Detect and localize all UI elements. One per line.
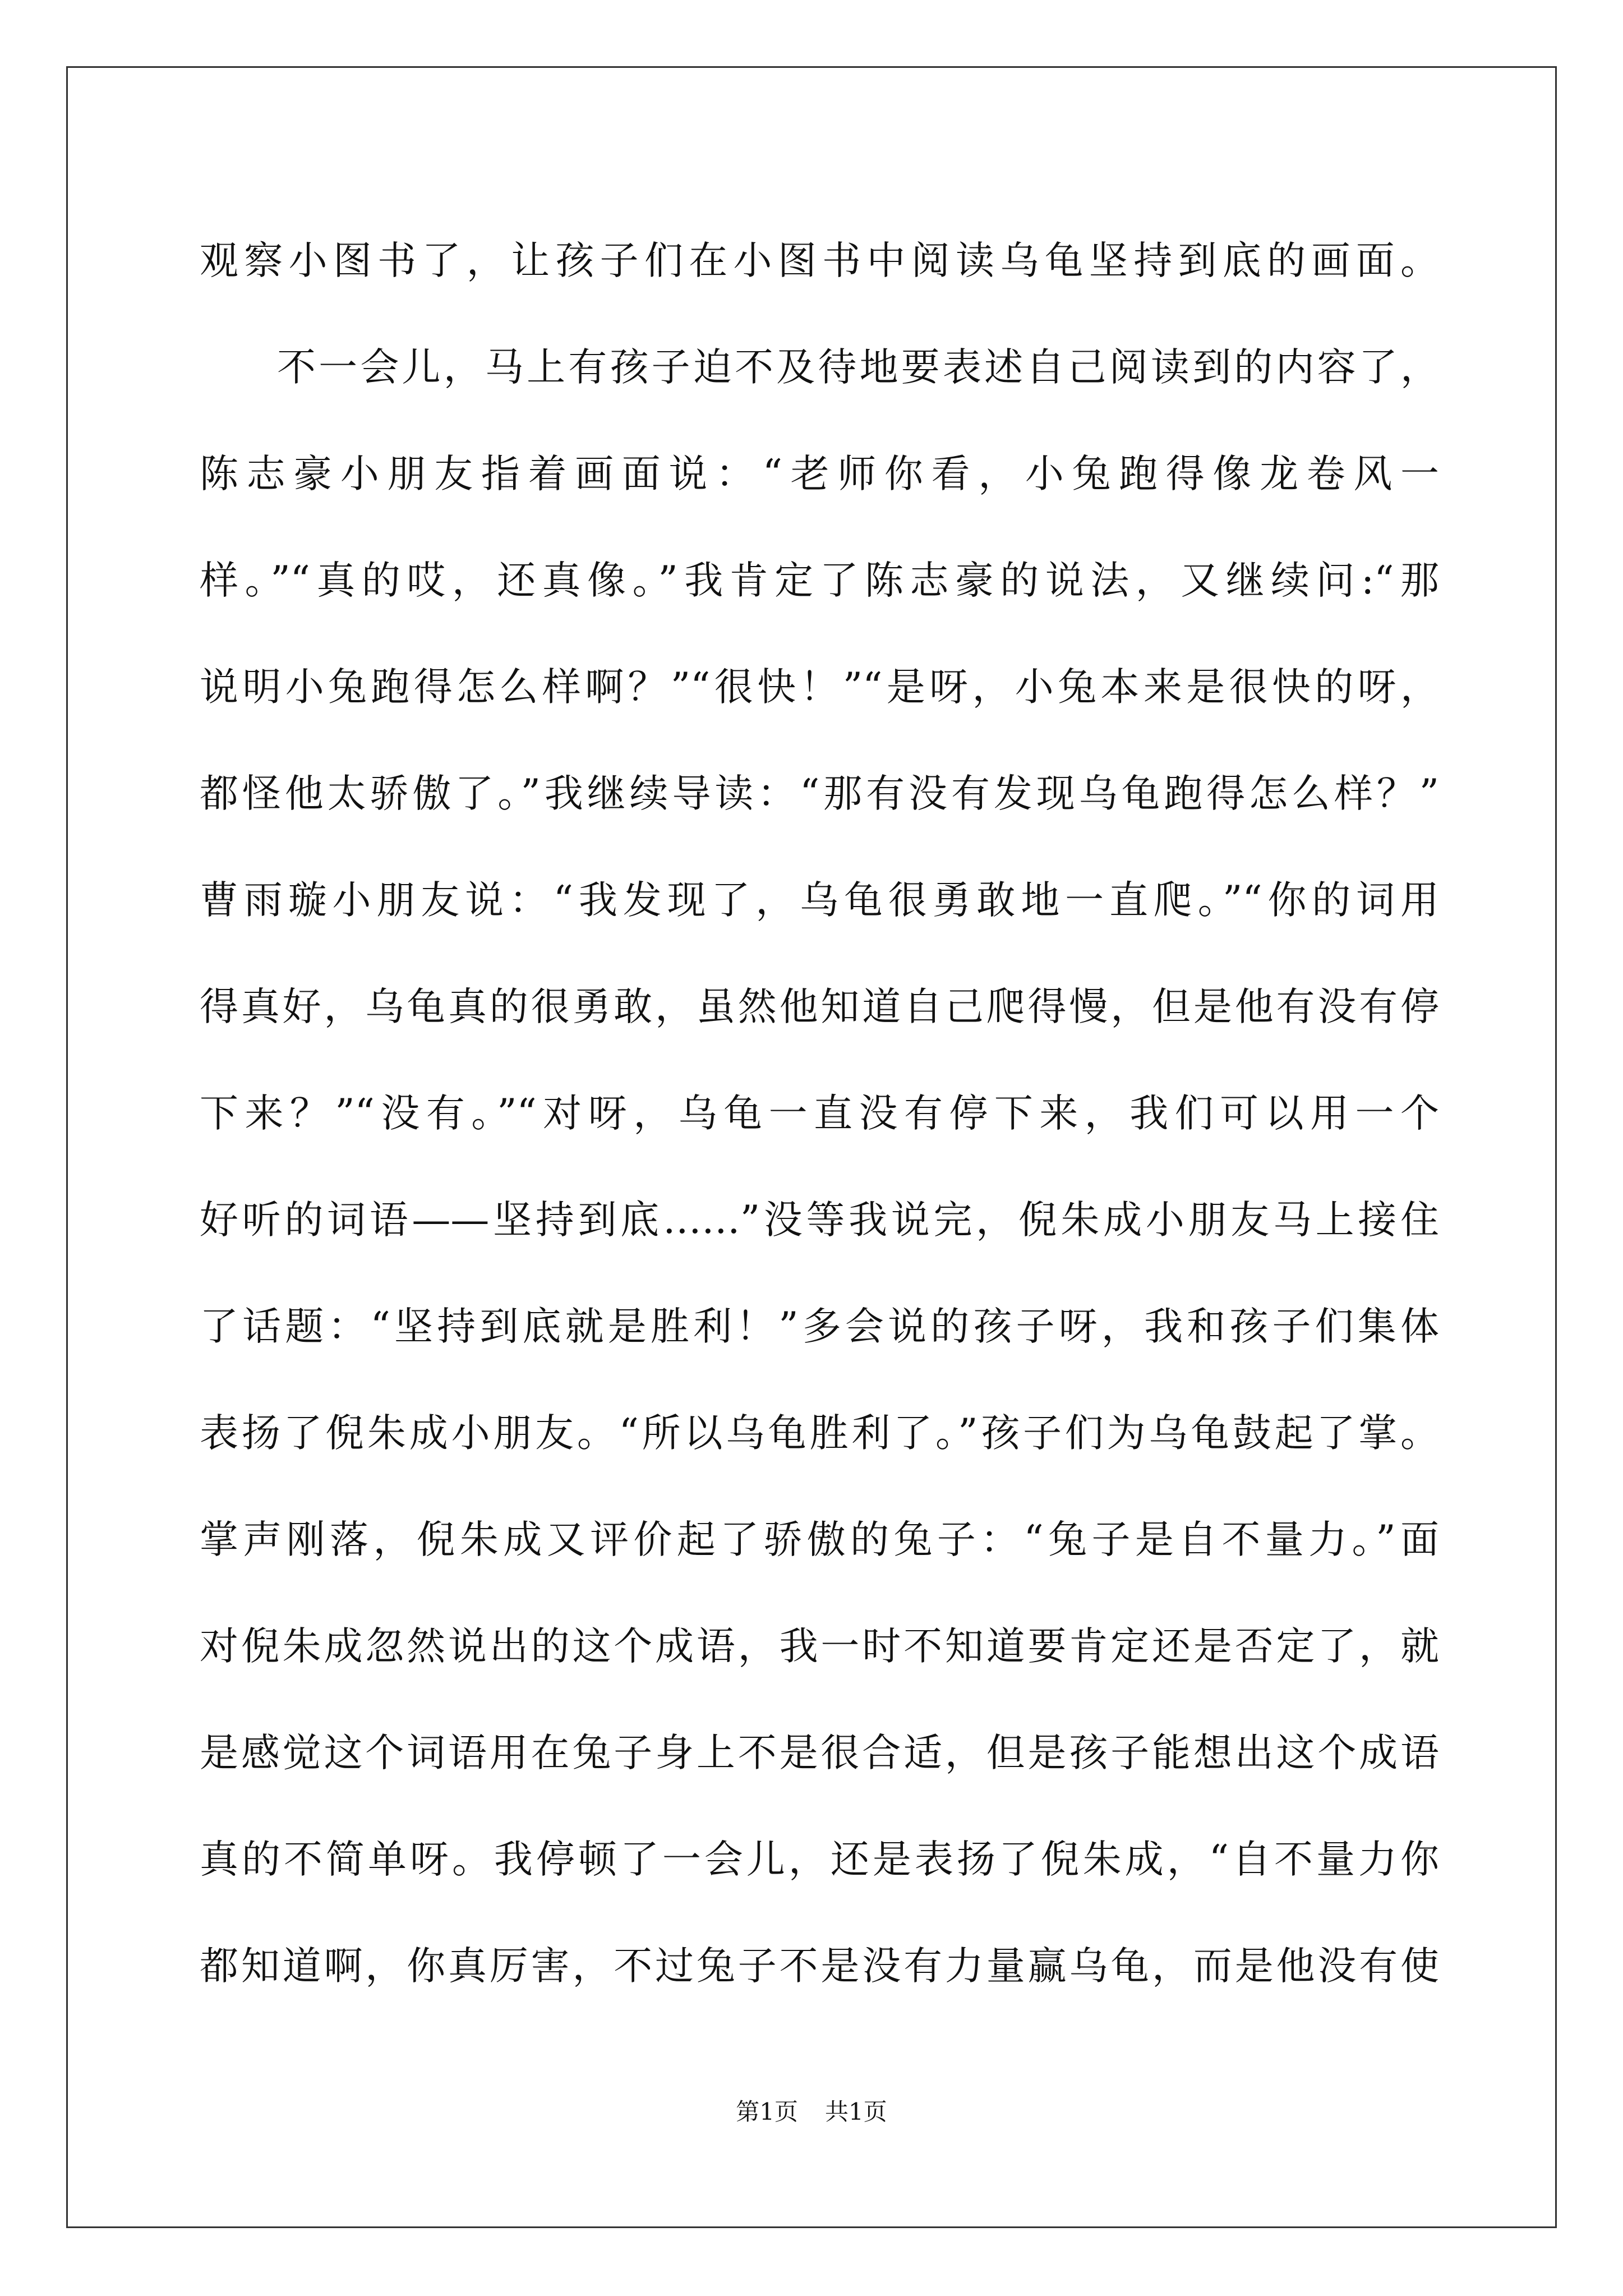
paragraph-line-3: 陈志豪小朋友指着画面说：“老师你看，小兔跑得像龙卷风一 (200, 452, 1439, 496)
paragraph-line-8: 得真好，乌龟真的很勇敢，虽然他知道自己爬得慢，但是他有没有停 (200, 984, 1439, 1029)
paragraph-line-6: 都怪他太骄傲了。”我继续导读：“那有没有发现乌龟跑得怎么样？” (200, 771, 1439, 816)
paragraph-line-15: 是感觉这个词语用在兔子身上不是很合适，但是孩子能想出这个成语 (200, 1731, 1439, 1775)
paragraph-line-1: 观察小图书了，让孩子们在小图书中阅读乌龟坚持到底的画面。 (200, 238, 1439, 283)
page-number: 第1页 (736, 2098, 798, 2125)
page-footer (0, 2095, 1623, 2129)
paragraph-line-10: 好听的词语——坚持到底……”没等我说完，倪朱成小朋友马上接住 (200, 1198, 1439, 1243)
paragraph-line-5: 说明小兔跑得怎么样啊？”“很快！”“是呀，小兔本来是很快的呀， (200, 665, 1439, 710)
paragraph-line-11: 了话题：“坚持到底就是胜利！”多会说的孩子呀，我和孩子们集体 (200, 1304, 1439, 1349)
paragraph-line-14: 对倪朱成忽然说出的这个成语，我一时不知道要肯定还是否定了，就 (200, 1624, 1439, 1669)
paragraph-line-9: 下来？”“没有。”“对呀，乌龟一直没有停下来，我们可以用一个 (200, 1091, 1439, 1136)
paragraph-line-16: 真的不简单呀。我停顿了一会儿，还是表扬了倪朱成，“自不量力你 (200, 1837, 1439, 1882)
paragraph-line-13: 掌声刚落，倪朱成又评价起了骄傲的兔子：“兔子是自不量力。”面 (200, 1517, 1439, 1562)
document-body (200, 208, 1439, 2019)
page-total: 共1页 (825, 2098, 887, 2125)
paragraph-line-12: 表扬了倪朱成小朋友。“所以乌龟胜利了。”孩子们为乌龟鼓起了掌。 (200, 1411, 1439, 1456)
paragraph-line-7: 曹雨璇小朋友说：“我发现了，乌龟很勇敢地一直爬。”“你的词用 (200, 878, 1439, 923)
paragraph-line-2: 不一会儿，马上有孩子迫不及待地要表述自己阅读到的内容了， (277, 345, 1439, 390)
paragraph-line-4: 样。”“真的哎，还真像。”我肯定了陈志豪的说法，又继续问:“那 (200, 558, 1439, 603)
paragraph-line-17: 都知道啊，你真厉害，不过兔子不是没有力量赢乌龟，而是他没有使 (200, 1944, 1439, 1989)
